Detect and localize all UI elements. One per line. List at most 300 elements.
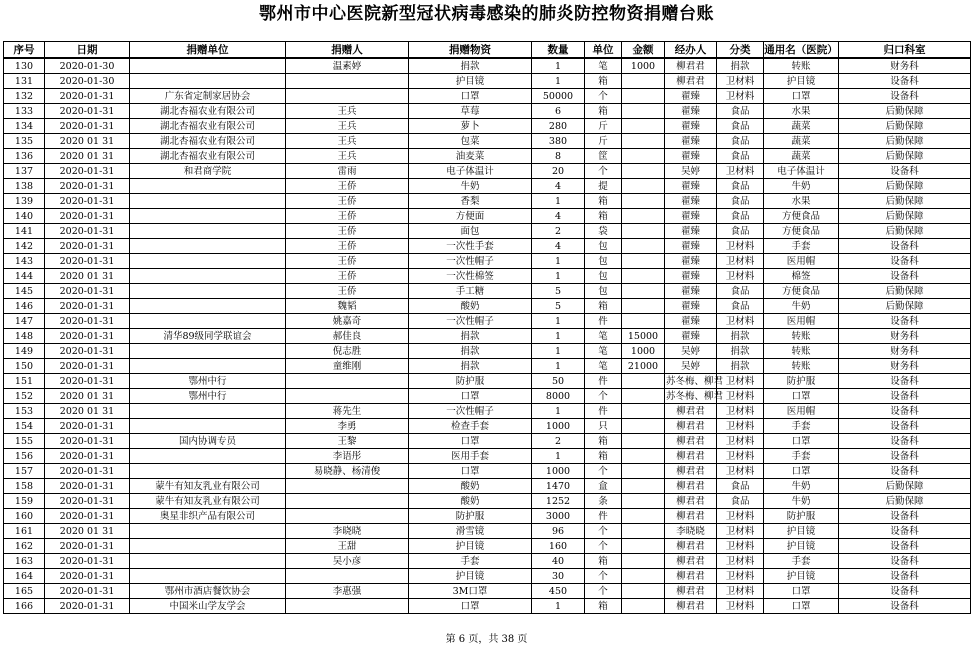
cell-donor-person <box>286 374 409 389</box>
cell-date: 2020-01-31 <box>45 569 130 584</box>
cell-donor-person: 温素婷 <box>286 58 409 74</box>
cell-unit: 个 <box>585 89 622 104</box>
cell-index: 162 <box>4 539 45 554</box>
cell-item: 口罩 <box>409 389 532 404</box>
cell-donor-org <box>130 359 286 374</box>
col-header-donor-person: 捐赠人 <box>286 42 409 59</box>
cell-item: 酸奶 <box>409 494 532 509</box>
cell-handler: 翟臻 <box>665 314 717 329</box>
cell-category: 食品 <box>717 194 764 209</box>
cell-common-name: 方便食品 <box>764 209 839 224</box>
cell-common-name: 口罩 <box>764 584 839 599</box>
cell-category: 卫材料 <box>717 164 764 179</box>
cell-category: 卫材料 <box>717 314 764 329</box>
table-row <box>4 329 971 344</box>
cell-handler: 翟臻 <box>665 179 717 194</box>
cell-date: 2020 01 31 <box>45 404 130 419</box>
cell-amount <box>622 419 665 434</box>
cell-handler: 柳君君 <box>665 599 717 614</box>
cell-common-name: 蔬菜 <box>764 149 839 164</box>
cell-quantity: 6 <box>532 104 585 119</box>
cell-donor-org <box>130 449 286 464</box>
cell-category: 食品 <box>717 179 764 194</box>
cell-department: 设备科 <box>839 539 971 554</box>
cell-item: 香梨 <box>409 194 532 209</box>
cell-amount <box>622 479 665 494</box>
cell-category: 卫材料 <box>717 464 764 479</box>
cell-quantity: 1 <box>532 314 585 329</box>
cell-date: 2020-01-31 <box>45 479 130 494</box>
cell-unit: 盒 <box>585 479 622 494</box>
cell-item: 一次性帽子 <box>409 314 532 329</box>
cell-category: 食品 <box>717 494 764 509</box>
cell-date: 2020-01-31 <box>45 179 130 194</box>
cell-item: 医用手套 <box>409 449 532 464</box>
cell-quantity: 1470 <box>532 479 585 494</box>
col-header-quantity: 数量 <box>532 42 585 59</box>
cell-unit: 个 <box>585 569 622 584</box>
cell-donor-org <box>130 464 286 479</box>
table-row <box>4 554 971 569</box>
cell-donor-org: 湖北杏福农业有限公司 <box>130 119 286 134</box>
cell-donor-org: 蒙牛有知友乳业有限公司 <box>130 494 286 509</box>
cell-donor-org <box>130 314 286 329</box>
cell-unit: 筐 <box>585 149 622 164</box>
cell-amount <box>622 599 665 614</box>
cell-department: 后勤保障 <box>839 104 971 119</box>
cell-donor-person: 童维刚 <box>286 359 409 374</box>
cell-handler: 柳君君 <box>665 449 717 464</box>
cell-quantity: 30 <box>532 569 585 584</box>
cell-common-name: 转账 <box>764 58 839 74</box>
cell-date: 2020-01-31 <box>45 119 130 134</box>
table-row <box>4 299 971 314</box>
cell-quantity: 40 <box>532 554 585 569</box>
table-row <box>4 404 971 419</box>
cell-quantity: 4 <box>532 179 585 194</box>
cell-quantity: 1 <box>532 449 585 464</box>
cell-quantity: 4 <box>532 209 585 224</box>
cell-department: 后勤保障 <box>839 284 971 299</box>
cell-amount <box>622 74 665 89</box>
cell-donor-org: 鄂州市酒店餐饮协会 <box>130 584 286 599</box>
cell-donor-person: 王侨 <box>286 179 409 194</box>
cell-item: 方便面 <box>409 209 532 224</box>
cell-donor-org: 广东省定制家居协会 <box>130 89 286 104</box>
cell-unit: 箱 <box>585 299 622 314</box>
cell-index: 153 <box>4 404 45 419</box>
cell-department: 后勤保障 <box>839 194 971 209</box>
cell-donor-org <box>130 58 286 74</box>
cell-unit: 个 <box>585 464 622 479</box>
cell-unit: 包 <box>585 269 622 284</box>
cell-amount: 15000 <box>622 329 665 344</box>
cell-amount <box>622 404 665 419</box>
cell-quantity: 1 <box>532 74 585 89</box>
cell-quantity: 1 <box>532 254 585 269</box>
cell-donor-org: 国内协调专员 <box>130 434 286 449</box>
cell-quantity: 450 <box>532 584 585 599</box>
cell-common-name: 棉签 <box>764 269 839 284</box>
cell-department: 设备科 <box>839 419 971 434</box>
table-body <box>4 58 971 614</box>
cell-category: 捐款 <box>717 58 764 74</box>
cell-donor-person: 李语彤 <box>286 449 409 464</box>
cell-handler: 吴婷 <box>665 359 717 374</box>
cell-unit: 个 <box>585 389 622 404</box>
cell-item: 草莓 <box>409 104 532 119</box>
cell-date: 2020-01-31 <box>45 299 130 314</box>
cell-item: 面包 <box>409 224 532 239</box>
cell-common-name: 转账 <box>764 344 839 359</box>
cell-donor-person: 王兵 <box>286 149 409 164</box>
cell-donor-person: 王侨 <box>286 254 409 269</box>
cell-donor-org <box>130 299 286 314</box>
table-row <box>4 449 971 464</box>
cell-index: 141 <box>4 224 45 239</box>
cell-date: 2020 01 31 <box>45 389 130 404</box>
cell-department: 设备科 <box>839 434 971 449</box>
table-row <box>4 269 971 284</box>
cell-date: 2020-01-31 <box>45 554 130 569</box>
cell-handler: 翟臻 <box>665 329 717 344</box>
cell-index: 151 <box>4 374 45 389</box>
cell-index: 159 <box>4 494 45 509</box>
cell-handler: 李晓晓 <box>665 524 717 539</box>
cell-date: 2020-01-31 <box>45 494 130 509</box>
table-row <box>4 509 971 524</box>
cell-common-name: 牛奶 <box>764 299 839 314</box>
cell-handler: 柳君君 <box>665 494 717 509</box>
cell-donor-person: 王侨 <box>286 194 409 209</box>
donation-ledger-table <box>3 41 971 614</box>
cell-common-name: 转账 <box>764 359 839 374</box>
cell-common-name: 牛奶 <box>764 479 839 494</box>
cell-quantity: 96 <box>532 524 585 539</box>
cell-item: 一次性帽子 <box>409 404 532 419</box>
cell-quantity: 1 <box>532 344 585 359</box>
cell-item: 手工糖 <box>409 284 532 299</box>
cell-handler: 柳君君 <box>665 434 717 449</box>
table-row <box>4 524 971 539</box>
table-row <box>4 419 971 434</box>
cell-department: 后勤保障 <box>839 209 971 224</box>
table-row <box>4 464 971 479</box>
cell-department: 后勤保障 <box>839 224 971 239</box>
cell-index: 165 <box>4 584 45 599</box>
cell-donor-org <box>130 179 286 194</box>
cell-quantity: 160 <box>532 539 585 554</box>
table-row <box>4 584 971 599</box>
cell-amount <box>622 119 665 134</box>
cell-department: 设备科 <box>839 554 971 569</box>
cell-category: 卫材料 <box>717 599 764 614</box>
cell-handler: 翟臻 <box>665 224 717 239</box>
cell-common-name: 手套 <box>764 554 839 569</box>
cell-handler: 苏冬梅、柳君 <box>666 390 724 402</box>
cell-unit: 笔 <box>585 359 622 374</box>
cell-unit: 箱 <box>585 74 622 89</box>
cell-amount <box>622 254 665 269</box>
cell-common-name: 防护服 <box>764 374 839 389</box>
cell-common-name: 蔬菜 <box>764 134 839 149</box>
cell-item: 护目镜 <box>409 74 532 89</box>
cell-category: 卫材料 <box>717 584 764 599</box>
cell-index: 156 <box>4 449 45 464</box>
cell-donor-person: 王黎 <box>286 434 409 449</box>
cell-category: 卫材料 <box>717 434 764 449</box>
cell-donor-person: 李勇 <box>286 419 409 434</box>
cell-quantity: 1 <box>532 359 585 374</box>
cell-unit: 箱 <box>585 449 622 464</box>
cell-common-name: 口罩 <box>764 389 839 404</box>
cell-category: 捐款 <box>717 359 764 374</box>
cell-quantity: 5 <box>532 299 585 314</box>
cell-item: 口罩 <box>409 464 532 479</box>
cell-item: 滑雪镜 <box>409 524 532 539</box>
cell-quantity: 1 <box>532 58 585 74</box>
cell-category: 卫材料 <box>717 74 764 89</box>
cell-donor-person <box>286 569 409 584</box>
cell-category: 食品 <box>717 119 764 134</box>
cell-donor-org <box>130 209 286 224</box>
cell-amount <box>622 389 665 404</box>
cell-handler: 翟臻 <box>665 284 717 299</box>
cell-quantity: 50000 <box>532 89 585 104</box>
page-footer: 第 6 页，共 38 页 <box>445 634 528 645</box>
cell-handler: 柳君君 <box>665 404 717 419</box>
cell-common-name: 方便食品 <box>764 224 839 239</box>
cell-quantity: 1 <box>532 329 585 344</box>
cell-donor-person: 郝佳良 <box>286 329 409 344</box>
cell-donor-org: 湖北杏福农业有限公司 <box>130 134 286 149</box>
cell-unit: 袋 <box>585 224 622 239</box>
cell-index: 161 <box>4 524 45 539</box>
cell-donor-org <box>130 194 286 209</box>
cell-index: 139 <box>4 194 45 209</box>
table-row <box>4 89 971 104</box>
cell-item: 电子体温计 <box>409 164 532 179</box>
cell-item: 口罩 <box>409 89 532 104</box>
cell-common-name: 方便食品 <box>764 284 839 299</box>
cell-date: 2020 01 31 <box>45 134 130 149</box>
cell-date: 2020 01 31 <box>45 269 130 284</box>
cell-donor-person: 王侨 <box>286 269 409 284</box>
cell-category: 食品 <box>717 284 764 299</box>
cell-amount <box>622 494 665 509</box>
cell-quantity: 3000 <box>532 509 585 524</box>
cell-date: 2020 01 31 <box>45 149 130 164</box>
cell-item: 一次性棉签 <box>409 269 532 284</box>
cell-common-name: 牛奶 <box>764 179 839 194</box>
cell-item: 口罩 <box>409 599 532 614</box>
cell-handler: 翟臻 <box>665 194 717 209</box>
cell-common-name: 电子体温计 <box>764 164 839 179</box>
cell-unit: 个 <box>585 539 622 554</box>
cell-department: 后勤保障 <box>839 494 971 509</box>
cell-amount <box>622 149 665 164</box>
cell-department: 后勤保障 <box>839 119 971 134</box>
cell-donor-org: 鄂州中行 <box>130 389 286 404</box>
cell-common-name: 护目镜 <box>764 569 839 584</box>
cell-quantity: 2 <box>532 434 585 449</box>
cell-donor-person <box>286 509 409 524</box>
cell-category: 卫材料 <box>717 389 764 404</box>
cell-donor-person: 李惠强 <box>286 584 409 599</box>
cell-index: 143 <box>4 254 45 269</box>
cell-item: 3M口罩 <box>409 584 532 599</box>
cell-donor-org <box>130 524 286 539</box>
cell-date: 2020-01-31 <box>45 359 130 374</box>
cell-donor-org: 清华89级同学联谊会 <box>130 329 286 344</box>
cell-handler: 柳君君 <box>665 58 717 74</box>
cell-unit: 箱 <box>585 434 622 449</box>
cell-unit: 笔 <box>585 329 622 344</box>
cell-index: 130 <box>4 58 45 74</box>
cell-index: 135 <box>4 134 45 149</box>
cell-donor-org <box>130 539 286 554</box>
cell-handler: 柳君君 <box>665 509 717 524</box>
document-title: 鄂州市中心医院新型冠状病毒感染的肺炎防控物资捐赠台账 <box>259 4 714 24</box>
cell-category: 食品 <box>717 299 764 314</box>
cell-index: 144 <box>4 269 45 284</box>
cell-item: 牛奶 <box>409 179 532 194</box>
cell-department: 设备科 <box>839 449 971 464</box>
col-header-unit: 单位 <box>585 42 622 59</box>
cell-index: 136 <box>4 149 45 164</box>
cell-amount <box>622 314 665 329</box>
col-header-date: 日期 <box>45 42 130 59</box>
cell-index: 154 <box>4 419 45 434</box>
cell-amount <box>622 374 665 389</box>
cell-quantity: 8 <box>532 149 585 164</box>
cell-department: 设备科 <box>839 89 971 104</box>
cell-handler: 吴婷 <box>665 164 717 179</box>
cell-quantity: 20 <box>532 164 585 179</box>
cell-quantity: 1000 <box>532 464 585 479</box>
cell-item: 手套 <box>409 554 532 569</box>
cell-donor-person <box>286 74 409 89</box>
cell-handler: 柳君君 <box>665 554 717 569</box>
cell-donor-org <box>130 269 286 284</box>
cell-handler: 柳君君 <box>665 464 717 479</box>
cell-common-name: 医用帽 <box>764 314 839 329</box>
cell-department: 设备科 <box>839 464 971 479</box>
table-row <box>4 359 971 374</box>
cell-date: 2020-01-31 <box>45 509 130 524</box>
col-header-department: 归口科室 <box>839 42 971 59</box>
cell-common-name: 牛奶 <box>764 494 839 509</box>
cell-item: 酸奶 <box>409 299 532 314</box>
cell-department: 设备科 <box>839 239 971 254</box>
cell-amount <box>622 554 665 569</box>
cell-department: 设备科 <box>839 569 971 584</box>
table-row <box>4 209 971 224</box>
cell-index: 142 <box>4 239 45 254</box>
cell-category: 食品 <box>717 209 764 224</box>
cell-unit: 斤 <box>585 134 622 149</box>
cell-department: 设备科 <box>839 524 971 539</box>
cell-unit: 箱 <box>585 554 622 569</box>
cell-item: 一次性帽子 <box>409 254 532 269</box>
table-row <box>4 224 971 239</box>
cell-date: 2020 01 31 <box>45 524 130 539</box>
cell-item: 护目镜 <box>409 569 532 584</box>
table-row <box>4 239 971 254</box>
cell-index: 149 <box>4 344 45 359</box>
cell-handler: 翟臻 <box>665 149 717 164</box>
col-header-amount: 金额 <box>622 42 665 59</box>
cell-unit: 包 <box>585 254 622 269</box>
cell-category: 食品 <box>717 149 764 164</box>
cell-category: 食品 <box>717 104 764 119</box>
cell-donor-org <box>130 239 286 254</box>
cell-donor-org <box>130 419 286 434</box>
cell-date: 2020-01-31 <box>45 434 130 449</box>
cell-common-name: 口罩 <box>764 89 839 104</box>
cell-item: 酸奶 <box>409 479 532 494</box>
cell-donor-org: 奥星非织产品有限公司 <box>130 509 286 524</box>
cell-amount <box>622 464 665 479</box>
col-header-handler: 经办人 <box>665 42 717 59</box>
table-row <box>4 539 971 554</box>
cell-donor-person <box>286 89 409 104</box>
cell-category: 卫材料 <box>717 269 764 284</box>
cell-date: 2020-01-31 <box>45 329 130 344</box>
table-row <box>4 149 971 164</box>
cell-index: 138 <box>4 179 45 194</box>
cell-donor-person: 倪志胜 <box>286 344 409 359</box>
table-row <box>4 179 971 194</box>
cell-amount <box>622 509 665 524</box>
cell-index: 133 <box>4 104 45 119</box>
cell-index: 160 <box>4 509 45 524</box>
cell-amount <box>622 539 665 554</box>
cell-donor-person <box>286 599 409 614</box>
cell-handler: 柳君君 <box>665 419 717 434</box>
cell-unit: 笔 <box>585 58 622 74</box>
table-row <box>4 344 971 359</box>
cell-donor-person: 易晓静、杨清俊 <box>286 464 409 479</box>
cell-index: 148 <box>4 329 45 344</box>
cell-donor-org <box>130 344 286 359</box>
cell-common-name: 手套 <box>764 239 839 254</box>
cell-unit: 个 <box>585 524 622 539</box>
cell-quantity: 1252 <box>532 494 585 509</box>
cell-handler: 翟臻 <box>665 299 717 314</box>
cell-department: 设备科 <box>839 389 971 404</box>
cell-donor-person <box>286 494 409 509</box>
cell-amount <box>622 299 665 314</box>
cell-common-name: 口罩 <box>764 599 839 614</box>
cell-unit: 包 <box>585 239 622 254</box>
cell-common-name: 口罩 <box>764 434 839 449</box>
cell-item: 捐款 <box>409 359 532 374</box>
cell-donor-org: 湖北杏福农业有限公司 <box>130 104 286 119</box>
cell-donor-person: 王兵 <box>286 119 409 134</box>
cell-date: 2020-01-31 <box>45 584 130 599</box>
cell-donor-person: 王兵 <box>286 134 409 149</box>
cell-unit: 件 <box>585 314 622 329</box>
table-row <box>4 254 971 269</box>
cell-category: 卫材料 <box>717 539 764 554</box>
cell-amount: 1000 <box>622 58 665 74</box>
cell-unit: 箱 <box>585 194 622 209</box>
cell-handler: 吴婷 <box>665 344 717 359</box>
cell-donor-org: 蒙牛有知友乳业有限公司 <box>130 479 286 494</box>
cell-donor-person <box>286 479 409 494</box>
cell-date: 2020-01-31 <box>45 464 130 479</box>
